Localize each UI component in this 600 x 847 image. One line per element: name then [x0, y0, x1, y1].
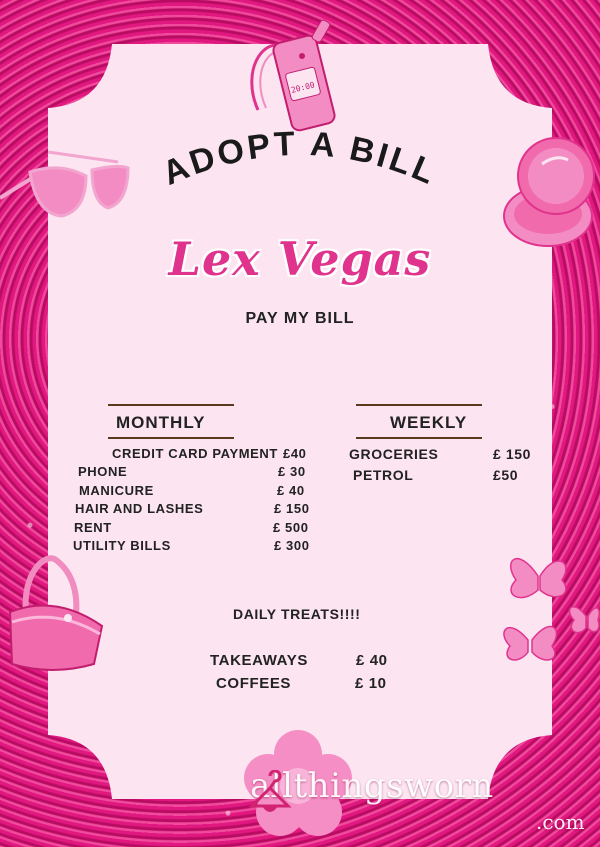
title-text: ADOPT A BILL	[157, 130, 444, 193]
list-item-amount: £40	[283, 446, 307, 461]
handbag-icon	[6, 552, 106, 674]
list-item-amount: £ 500	[273, 520, 309, 535]
watermark-suffix: .com	[536, 810, 585, 834]
monthly-rule-top	[108, 404, 234, 406]
list-item-label: CREDIT CARD PAYMENT	[112, 446, 278, 461]
weekly-rule-top	[356, 404, 482, 406]
svg-text:ADOPT A BILL	[157, 130, 443, 193]
list-item-amount: £ 40	[277, 483, 305, 498]
monthly-heading: MONTHLY	[116, 413, 206, 432]
list-item-amount: £ 10	[355, 675, 387, 692]
compact-mirror-icon	[498, 136, 600, 254]
list-item-amount: £50	[493, 467, 519, 483]
monthly-rule-bottom	[108, 437, 234, 439]
list-item-label: GROCERIES	[349, 446, 439, 462]
weekly-rule-bottom	[356, 437, 482, 439]
flip-phone-icon	[244, 10, 356, 132]
list-item-label: MANICURE	[79, 483, 154, 498]
phone-screen-text: 20:00	[290, 80, 316, 95]
list-item-label: COFFEES	[216, 675, 292, 692]
list-item-label: HAIR AND LASHES	[75, 501, 204, 516]
daily-heading: DAILY TREATS!!!!	[233, 606, 361, 622]
list-item-label: PETROL	[353, 467, 414, 483]
sunglasses-icon	[0, 140, 140, 230]
weekly-heading: WEEKLY	[390, 413, 468, 432]
list-item-amount: £ 150	[493, 446, 532, 462]
list-item-label: RENT	[74, 520, 112, 535]
hanger-icon	[248, 770, 292, 820]
subtitle: PAY MY BILL	[245, 310, 355, 327]
list-item-amount: £ 150	[274, 501, 310, 516]
brand-name: Lex Vegas	[168, 232, 432, 286]
list-item-amount: £ 300	[274, 538, 310, 553]
list-item-label: TAKEAWAYS	[210, 652, 308, 669]
list-item-label: PHONE	[78, 464, 128, 479]
list-item-amount: £ 40	[356, 652, 388, 669]
watermark-text: allthingsworn	[250, 766, 494, 806]
butterflies-icon	[498, 546, 600, 670]
list-item-amount: £ 30	[278, 464, 306, 479]
list-item-label: UTILITY BILLS	[73, 538, 171, 553]
